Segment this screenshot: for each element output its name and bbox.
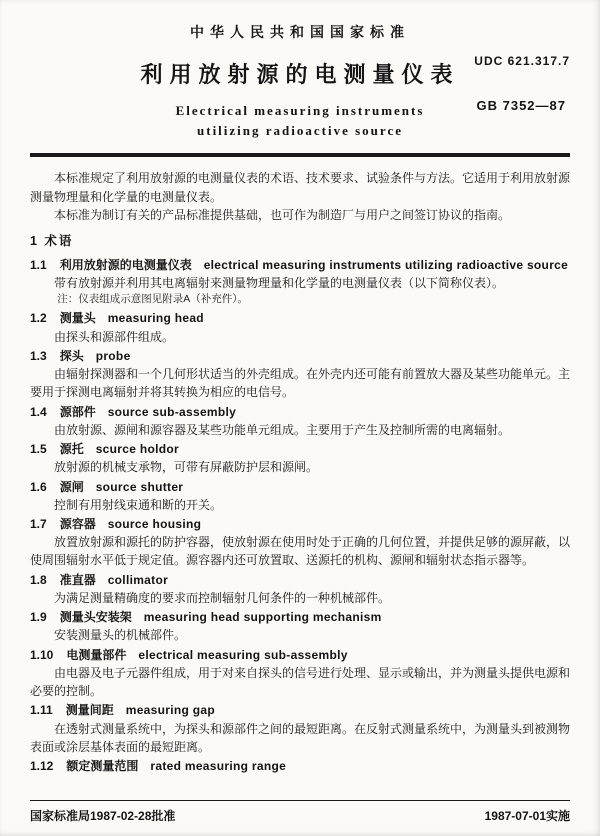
term-number: 1.3 [30,348,47,363]
term-number: 1.10 [30,647,54,662]
intro-paragraph: 本标准规定了利用放射源的电测量仪表的术语、技术要求、试验条件与方法。它适用于利用放射源测量物理量和化学量的电测量仪表。 [30,171,571,204]
term-name-zh: 额定测量范围 [66,759,139,774]
term-item [30,701,570,756]
term-heading [30,347,570,365]
term-number: 1.9 [30,610,47,625]
term-name-en: measuring gap [125,703,215,718]
term-number: 1.1 [30,257,47,272]
term-name-zh: 源部件 [59,404,96,419]
term-heading [30,701,570,719]
document-title-zh: 利用放射源的电测量仪表 [140,62,460,87]
term-name-zh: 源闸 [59,479,84,494]
term-number: 1.5 [30,442,47,457]
term-name-zh: 电测量部件 [66,647,127,662]
term-name-en: scurce holdor [95,442,179,457]
term-name-zh: 测量头安装架 [59,610,132,625]
term-name-en: collimator [107,572,169,587]
term-name-en: probe [95,348,131,363]
term-definition: 由探头和源部件组成。 [54,329,175,344]
term-name-zh: 源容器 [59,516,96,531]
term-heading [30,440,570,458]
term-name-zh: 利用放射源的电测量仪表 [59,257,192,272]
term-definition: 带有放射源并利用其电离辐射来测量物理量和化学量的电测量仪表（以下简称仪表）。 [54,276,505,291]
section-heading-terms: 1 术语 [30,233,74,248]
term-item [30,403,570,439]
term-number: 1.6 [30,479,47,494]
term-definition: 由辐射探测器和一个几何形状适当的外壳组成。在外壳内还可能有前置放大器及某些功能单元。主要用于探测电离辐射并将其转换为相应的电信号。 [30,367,571,400]
term-note: 注：仪表组成示意图见附录A（补充件）。 [57,293,249,306]
document-body [30,169,570,775]
term-number: 1.11 [30,703,53,718]
udc-number: UDC 621.317.7 [474,54,570,68]
intro-paragraphs [30,169,570,224]
term-item [30,256,570,308]
term-name-zh: 测量间距 [65,703,114,718]
term-heading [30,256,570,274]
document-footer [30,800,570,824]
implementation-date: 1987-07-01实施 [484,809,570,823]
approval-note: 国家标准局1987-02-28批准 [30,809,176,823]
document-title-en-line2: utilizing radioactive source [197,123,403,139]
standard-number: GB 7352—87 [476,98,566,113]
term-item [30,608,570,644]
term-item [30,478,570,514]
terms-list [30,256,570,775]
document-title-en-line1: Electrical measuring instruments [175,103,425,118]
term-definition: 安装测量头的机械部件。 [54,628,187,643]
term-heading [30,515,570,533]
term-item [30,515,570,570]
term-heading [30,309,570,327]
term-name-zh: 源托 [59,442,84,457]
term-name-en: measuring head [107,311,204,326]
term-name-en: source housing [107,516,202,531]
term-item [30,646,570,701]
term-name-en: source shutter [95,479,184,494]
term-heading [30,757,570,775]
term-name-zh: 探头 [59,348,84,363]
term-definition: 由电器及电子元器件组成，用于对来自探头的信号进行处理、显示或输出，并为测量头提供电源和必要的控制。 [30,665,571,699]
term-name-en: source sub-assembly [107,404,237,419]
term-definition: 放置放射源和源托的防护容器，使放射源在使用时处于正确的几何位置，并提供足够的源屏蔽，以使周围辐射水平低于规定值。源容器内还可放置取、送源托的机构、源闸和辐射状态指示器等。 [30,535,571,568]
term-name-en: electrical measuring sub-assembly [138,647,348,662]
term-number: 1.12 [30,759,54,774]
standard-type-title: 中华人民共和国国家标准 [190,24,410,40]
term-heading [30,403,570,421]
term-item [30,347,570,402]
term-heading [30,608,570,626]
document-header [30,14,570,157]
term-heading [30,571,570,589]
term-name-en: rated measuring range [150,759,287,774]
term-number: 1.4 [30,404,47,419]
term-definition: 由放射源、源闸和源容器及某些功能单元组成。主要用于产生及控制所需的电离辐射。 [54,422,511,437]
term-name-zh: 准直器 [59,572,96,587]
term-item [30,571,570,607]
term-name-zh: 测量头 [59,311,96,326]
term-name-en: measuring head supporting mechanism [143,610,382,625]
term-name-en: electrical measuring instruments utilizing radioactive source [203,257,569,272]
term-item [30,757,570,775]
header-divider [30,153,570,157]
term-definition: 在透射式测量系统中，为探头和源部件之间的最短距离。在反射式测量系统中，为测量头到被测物表面或涂层基体表面的最短距离。 [30,721,571,754]
term-heading [30,478,570,496]
term-number: 1.7 [30,516,47,531]
term-number: 1.2 [30,311,47,326]
intro-paragraph: 本标准为制订有关的产品标准提供基础，也可作为制造厂与用户之间签订协议的指南。 [54,207,511,222]
term-number: 1.8 [30,572,47,587]
term-item [30,440,570,476]
term-item [30,309,570,345]
term-definition: 放射源的机械支承物，可带有屏蔽防护层和源闸。 [54,460,319,475]
term-definition: 控制有用射线束通和断的开关。 [54,497,223,512]
term-definition: 为满足测量精确度的要求而控制辐射几何条件的一种机械部件。 [54,590,391,605]
term-heading [30,646,570,664]
